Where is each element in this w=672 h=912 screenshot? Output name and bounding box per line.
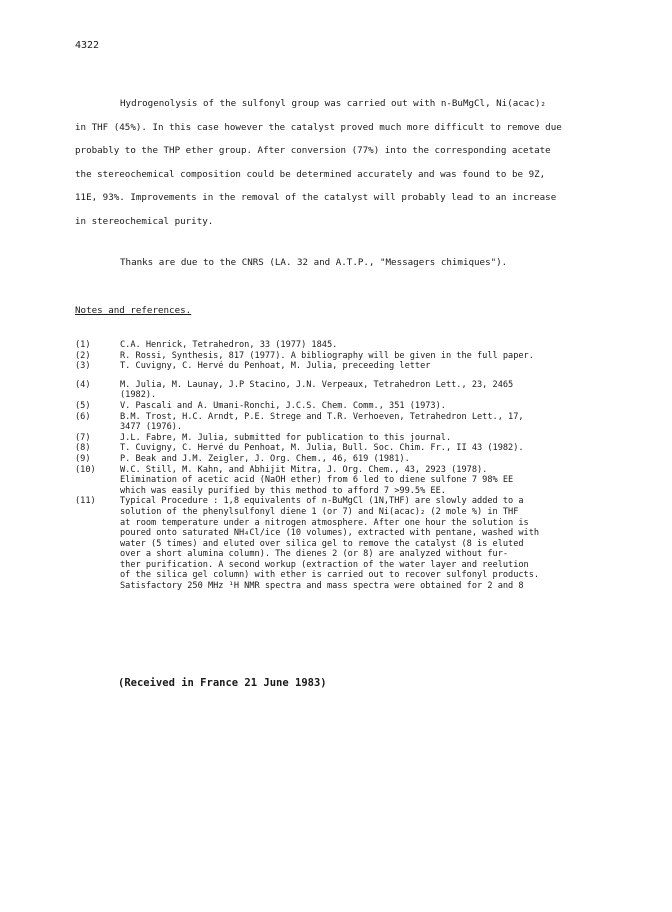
reference-line: 3477 (1976). bbox=[120, 422, 183, 433]
reference-line: over a short alumina column). The dienes 2 (or 8) are analyzed without fur- bbox=[120, 549, 509, 560]
notes-heading: Notes and references. bbox=[75, 305, 192, 316]
paragraph-line: in stereochemical purity. bbox=[75, 215, 214, 227]
reference-number: (1) bbox=[75, 340, 91, 350]
paragraph-line: 11E, 93%. Improvements in the removal of the catalyst will probably lead to an increase bbox=[75, 192, 557, 203]
paragraph-line: probably to the THP ether group. After conversion (77%) into the corresponding acetate bbox=[75, 145, 551, 156]
reference-number: (5) bbox=[75, 400, 91, 411]
reference-line: poured onto saturated NH₄Cl/ice (10 volumes), extracted with pentane, washed with bbox=[120, 528, 540, 539]
reference-line: J.L. Fabre, M. Julia, submitted for publication to this journal. bbox=[120, 432, 452, 443]
reference-line: Typical Procedure : 1,8 equivalents of n-BuMgCl (1N,THF) are slowly added to a bbox=[120, 496, 524, 507]
reference-line: which was easily purified by this method to afford 7 >99.5% EE. bbox=[120, 485, 446, 496]
reference-number: (11) bbox=[75, 496, 96, 507]
reference-line: M. Julia, M. Launay, J.P Stacino, J.N. Verpeaux, Tetrahedron Lett., 23, 2465 bbox=[120, 379, 514, 390]
reference-number: (7) bbox=[75, 432, 91, 443]
reference-line: W.C. Still, M. Kahn, and Abhijit Mitra, J. Org. Chem., 43, 2923 (1978). bbox=[120, 464, 488, 475]
reference-number: (3) bbox=[75, 361, 91, 372]
reference-line: of the silica gel column) with ether is carried out to recover sulfonyl products. bbox=[120, 570, 540, 581]
body-paragraph bbox=[75, 92, 610, 233]
paragraph-line: Hydrogenolysis of the sulfonyl group was carried out with n-BuMgCl, Ni(acac)₂ bbox=[120, 98, 546, 109]
reference-line: V. Pascali and A. Umani-Ronchi, J.C.S. Chem. Comm., 351 (1973). bbox=[120, 400, 446, 411]
reference-line: B.M. Trost, H.C. Arndt, P.E. Strege and T.R. Verhoeven, Tetrahedron Lett., 17, bbox=[120, 411, 524, 422]
paragraph-line: the stereochemical composition could be determined accurately and was found to be 9Z, bbox=[75, 168, 546, 180]
reference-line: T. Cuvigny, C. Hervé du Penhoat, M. Julia, Bull. Soc. Chim. Fr., II 43 (1982). bbox=[120, 443, 524, 454]
reference-line: at room temperature under a nitrogen atmosphere. After one hour the solution is bbox=[120, 517, 529, 528]
reference-item bbox=[75, 465, 620, 497]
reference-item bbox=[75, 412, 620, 433]
reference-line: Elimination of acetic acid (NaOH ether) from 6 led to diene sulfone 7 98% EE bbox=[120, 475, 514, 486]
reference-item bbox=[75, 443, 620, 454]
reference-number: (8) bbox=[75, 443, 91, 454]
reference-number: (6) bbox=[75, 411, 91, 422]
paragraph-line: in THF (45%). In this case however the catalyst proved much more difficult to remove due bbox=[75, 121, 562, 133]
reference-item bbox=[75, 401, 620, 412]
reference-line: P. Beak and J.M. Zeigler, J. Org. Chem., 46, 619 (1981). bbox=[120, 453, 410, 464]
reference-item bbox=[75, 340, 620, 351]
reference-number: (10) bbox=[75, 464, 96, 475]
reference-line: water (5 times) and eluted over silica gel to remove the catalyst (8 is eluted bbox=[120, 538, 524, 549]
reference-item bbox=[75, 433, 620, 444]
reference-line: Satisfactory 250 MHz ¹H NMR spectra and mass spectra were obtained for 2 and 8 bbox=[120, 581, 524, 592]
reference-line: (1982). bbox=[120, 390, 157, 401]
reference-number: (4) bbox=[75, 379, 91, 390]
reference-item bbox=[75, 380, 620, 401]
reference-item bbox=[75, 361, 620, 372]
reference-list bbox=[75, 340, 620, 592]
acknowledgement: Thanks are due to the CNRS (LA. 32 and A.T.P., "Messagers chimiques"). bbox=[120, 257, 508, 268]
reference-item bbox=[75, 454, 620, 465]
reference-number: (2) bbox=[75, 350, 91, 361]
reference-line: ther purification. A second workup (extraction of the water layer and reelution bbox=[120, 559, 529, 570]
reference-number: (9) bbox=[75, 453, 91, 464]
reference-line: solution of the phenylsulfonyl diene 1 (or 7) and Ni(acac)₂ (2 mole %) in THF bbox=[120, 506, 519, 517]
reference-line: T. Cuvigny, C. Hervé du Penhoat, M. Julia, preceeding letter bbox=[120, 361, 431, 372]
reference-item bbox=[75, 351, 620, 362]
reference-item bbox=[75, 496, 620, 591]
page-number: 4322 bbox=[75, 40, 100, 51]
reference-line: C.A. Henrick, Tetrahedron, 33 (1977) 1845. bbox=[120, 340, 338, 350]
reference-line: R. Rossi, Synthesis, 817 (1977). A bibliography will be given in the full paper. bbox=[120, 350, 534, 361]
received-date: (Received in France 21 June 1983) bbox=[118, 677, 327, 689]
